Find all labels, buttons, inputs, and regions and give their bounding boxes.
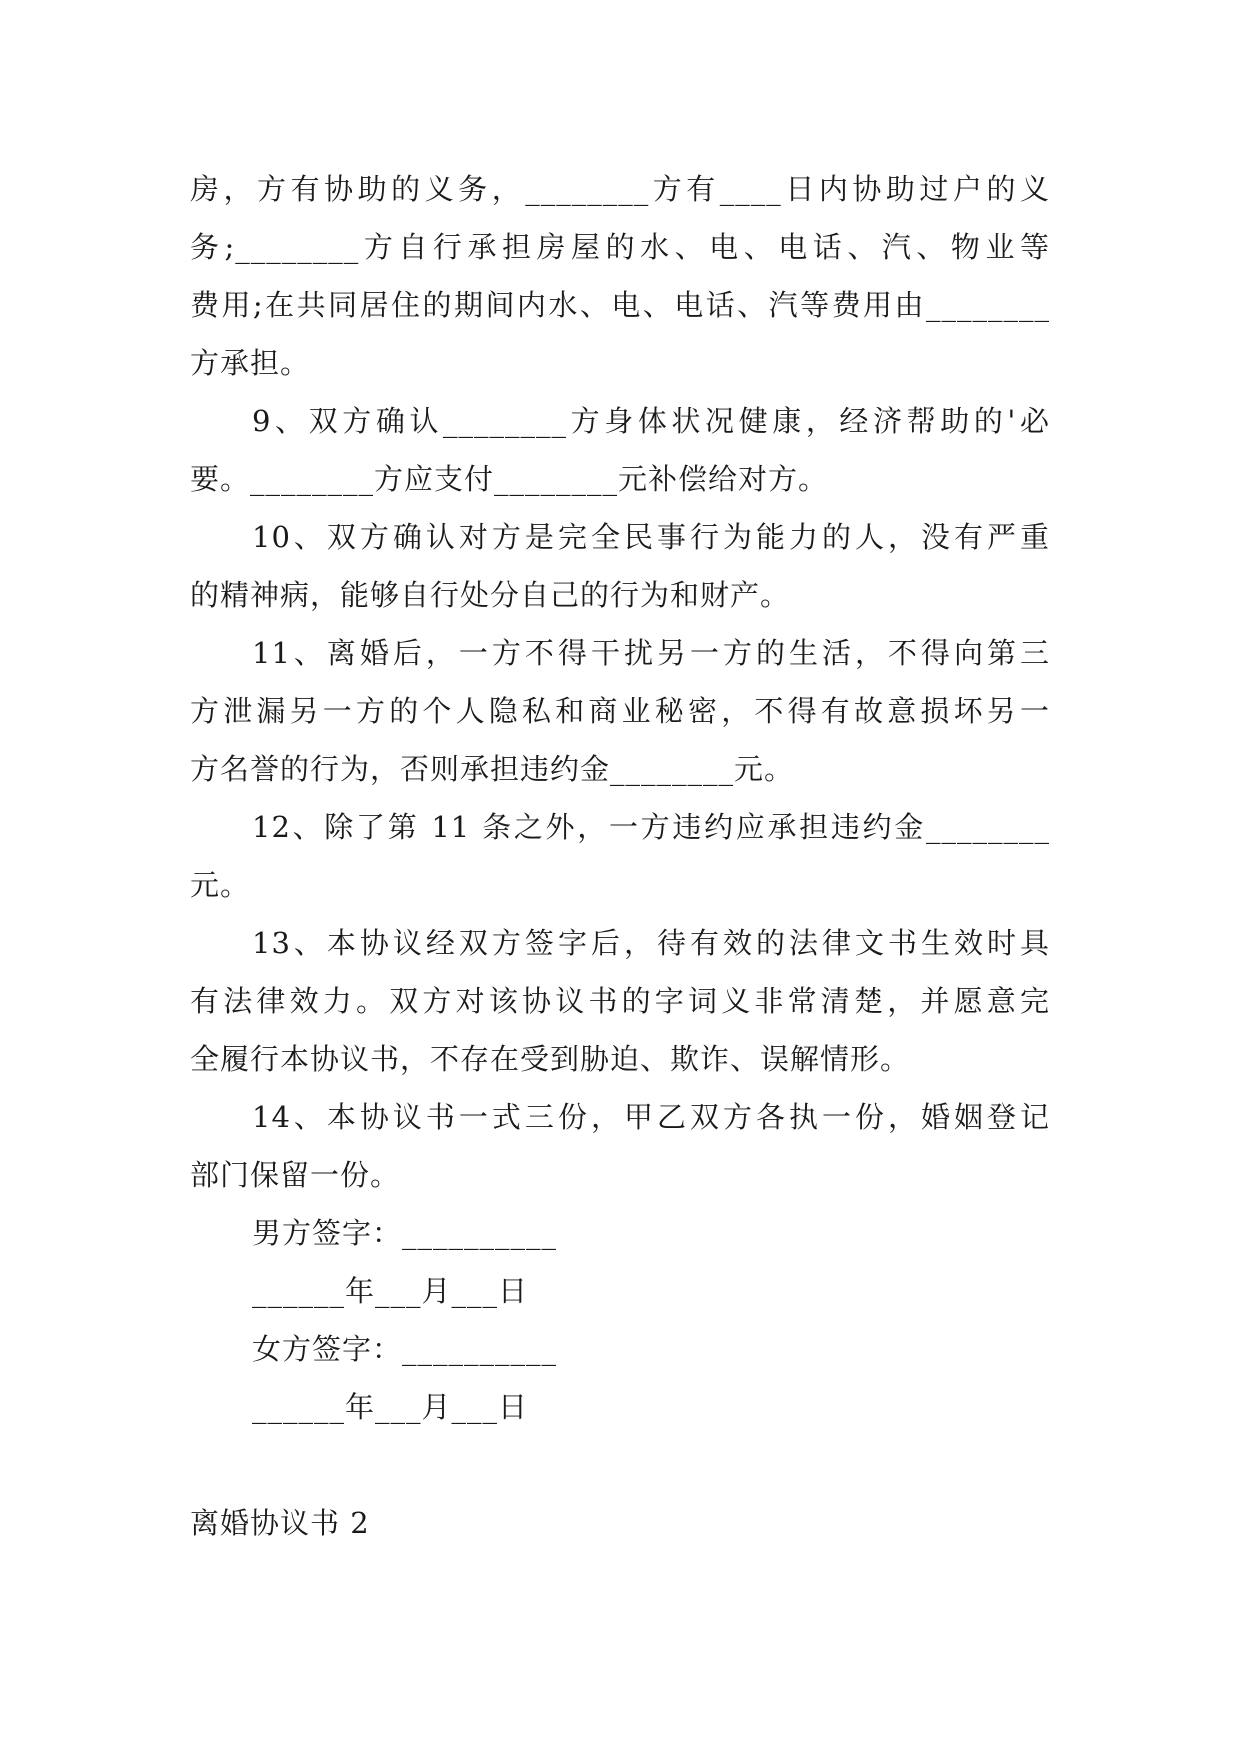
male-signature-date: ______年___月___日 <box>252 1274 529 1308</box>
clause-10-line: 的精神病，能够自行处分自己的行为和财产。 <box>190 578 791 612</box>
paragraph-line: 费用;在共同居住的期间内水、电、电话、汽等费用由________ <box>190 288 1050 322</box>
clause-13-line: 13、本协议经双方签字后，待有效的法律文书生效时具 <box>252 926 1050 960</box>
clause-13-line: 有法律效力。双方对该协议书的字词义非常清楚，并愿意完 <box>190 984 1050 1018</box>
female-signature-date: ______年___月___日 <box>252 1390 529 1424</box>
clause-10-line: 10、双方确认对方是完全民事行为能力的人，没有严重 <box>252 520 1050 554</box>
clause-11-line: 11、离婚后，一方不得干扰另一方的生活，不得向第三 <box>252 636 1050 670</box>
section-spacer <box>190 1436 1050 1494</box>
clause-9-line: 要。________方应支付________元补偿给对方。 <box>190 462 829 496</box>
clause-11-line: 方泄漏另一方的个人隐私和商业秘密，不得有故意损坏另一 <box>190 694 1050 728</box>
clause-12-line: 元。 <box>190 868 251 902</box>
clause-11-line: 方名誉的行为，否则承担违约金________元。 <box>190 752 795 786</box>
male-signature-line: 男方签字：__________ <box>252 1216 558 1250</box>
clause-13-line: 全履行本协议书，不存在受到胁迫、欺诈、误解情形。 <box>190 1042 911 1076</box>
document-page <box>190 160 1050 1552</box>
clause-12-line: 12、除了第 11 条之外，一方违约应承担违约金________ <box>252 810 1050 844</box>
female-signature-line: 女方签字：__________ <box>252 1332 558 1366</box>
clause-9-line: 9、双方确认________方身体状况健康，经济帮助的'必 <box>252 404 1050 438</box>
paragraph-line: 方承担。 <box>190 346 311 380</box>
paragraph-line: 务;________方自行承担房屋的水、电、电话、汽、物业等 <box>190 230 1050 264</box>
clause-14-line: 14、本协议书一式三份，甲乙双方各执一份，婚姻登记 <box>252 1100 1050 1134</box>
paragraph-line: 房，方有协助的义务，________方有____日内协助过户的义 <box>190 172 1050 206</box>
next-document-title: 离婚协议书 2 <box>190 1506 370 1540</box>
clause-14-line: 部门保留一份。 <box>190 1158 401 1192</box>
